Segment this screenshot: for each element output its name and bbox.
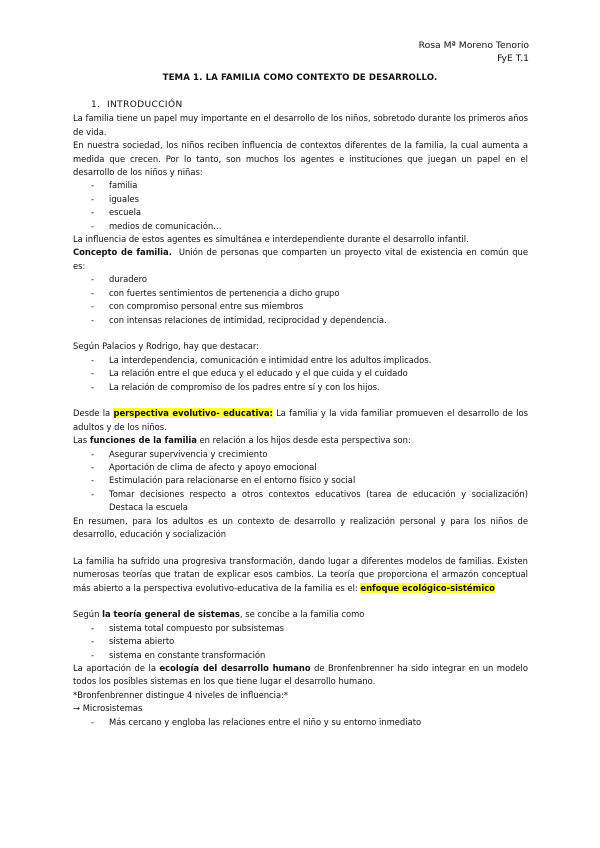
list-item: - con intensas relaciones de intimidad, reciprocidad y dependencia. [91,314,387,325]
concept-term: Concepto de familia. [73,247,172,258]
section-heading [91,99,528,112]
list-item: - La relación entre el que educa y el educado y el que cuida y el cuidado [91,368,408,379]
list-item: - La interdependencia, comunicación e intimidad entre los adultos implicados. [91,354,432,365]
list-item: - sistema abierto [91,636,175,647]
paragraph-systems: Según la teoría general de sistemas, se concibe a la familia como [73,609,365,620]
ecology-term: ecología del desarrollo humano [159,663,311,673]
list-item: - Más cercano y engloba las relaciones entre el niño y su entorno inmediato [91,716,422,727]
section-number: 1. [91,100,101,110]
paragraph-perspective: Desde la perspectiva evolutivo- educativa: La familia y la vida familiar promueven el desarrollo de los adultos y de los niños. [73,408,528,432]
list-item: - familia [91,180,138,191]
paragraph-ecology: La aportación de la ecología del desarrollo humano de Bronfenbrenner ha sido integrar en un modelo todos los posibles sistemas en los que tiene lugar el desarrollo humano. [73,663,528,687]
highlighted-term: enfoque ecológico-sistémico [360,582,495,593]
paragraph-functions: Las funciones de la familia en relación a los hijos desde esta perspectiva son: [73,435,411,446]
paragraph-palacios: Según Palacios y Rodrigo, hay que destacar: [73,341,260,352]
course-code: FyE T.1 [497,53,529,64]
agents-list [73,179,528,233]
list-item: - escuela [91,207,142,218]
list-item: - sistema en constante transformación [91,649,266,660]
concept-text: Unión de personas que comparten un proyecto vital de existencia en común que es: [73,247,529,271]
list-item: - con compromiso personal entre sus miembros [91,301,304,312]
functions-list [73,448,528,515]
paragraph-influence: La influencia de estos agentes es simultánea e interdependiente durante el desarrollo infantil. [73,234,469,245]
microsystems-heading: → Microsistemas [73,703,143,714]
list-item: - Estimulación para relacionarse en el entorno físico y social [91,475,356,486]
list-item: - medios de comunicación… [91,220,222,231]
paragraph-summary: En resumen, para los adultos es un contexto de desarrollo y realización personal y para los niños de desarrollo, educación y socialización [73,515,528,539]
list-item: - Tomar decisiones respecto a otros contextos educativos (tarea de educación y socialización) Destaca la escuela [91,488,528,513]
list-item: - Asegurar supervivencia y crecimiento [91,448,268,459]
paragraph-intro: La familia tiene un papel muy importante en el desarrollo de los niños, sobretodo durante los primeros años de vida. [73,113,528,137]
palacios-list [73,354,528,394]
microsystems-list [73,716,528,729]
highlighted-term: perspectiva evolutivo- educativa: [113,408,273,419]
paragraph-transformation: La familia ha sufrido una progresiva transformación, dando lugar a diferentes modelos de familias. Existen numerosas teorías que tratan de explicar esos cambios. La teoría que proporciona el armazón conceptual más abierto a la perspectiva evolutivo-educativa de la familia es el: enfoque ecológico-sistémico [73,555,528,593]
concept-list [73,273,528,327]
paragraph-levels: *Bronfenbrenner distingue 4 niveles de influencia:* [73,689,289,700]
systems-term: la teoría general de sistemas [102,609,240,620]
list-item: - con fuertes sentimientos de pertenencia a dicho grupo [91,287,340,298]
list-item: - Aportación de clima de afecto y apoyo emocional [91,461,317,472]
document-body [73,99,528,729]
list-item: - sistema total compuesto por subsistemas [91,622,285,633]
list-item: - duradero [91,274,148,285]
paragraph-society: En nuestra sociedad, los niños reciben influencia de contextos diferentes de la familia, la cual aumenta a medida que crecen. Por lo tanto, son muchos los agentes e instituciones que juegan un papel en el desarrollo de los niños y niñas: [73,140,528,178]
functions-term: funciones de la familia [89,435,197,446]
list-item: - La relación de compromiso de los padres entre sí y con los hijos. [91,381,380,392]
paragraph-concept [73,246,528,273]
list-item: - iguales [91,193,139,204]
section-label: INTRODUCCIÓN [107,100,183,110]
arrow-icon: → [73,703,81,714]
page-title: TEMA 1. LA FAMILIA COMO CONTEXTO DE DESARROLLO. [162,73,438,83]
author-name: Rosa Mª Moreno Tenorio [418,40,529,51]
systems-list [73,622,528,662]
